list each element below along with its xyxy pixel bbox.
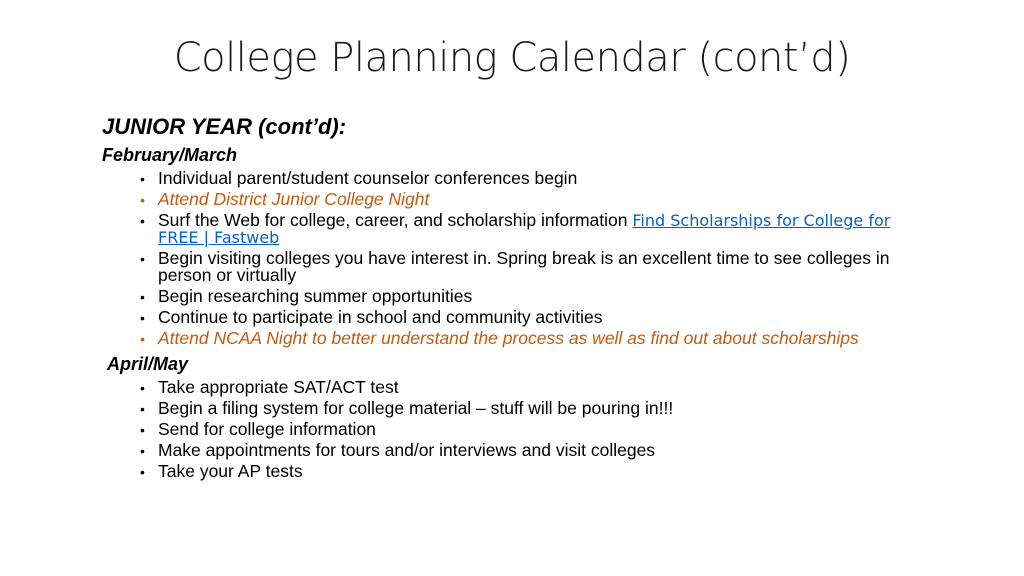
list-item-text: Begin a filing system for college material – stuff will be pouring in!!! <box>158 398 674 418</box>
section-heading: JUNIOR YEAR (cont’d): <box>102 114 347 139</box>
list-item-text: Send for college information <box>158 419 376 439</box>
list-item <box>140 170 932 187</box>
list-item-text: Attend District Junior College Night <box>158 189 430 209</box>
list-item <box>140 379 932 396</box>
list-item-text: Individual parent/student counselor conferences begin <box>158 168 578 188</box>
list-item-text: Make appointments for tours and/or interviews and visit colleges <box>158 440 656 460</box>
list-item <box>140 421 932 438</box>
bullet-icon: • <box>140 380 145 396</box>
list-item <box>140 250 932 284</box>
list-item-text: Take appropriate SAT/ACT test <box>158 377 399 397</box>
bullet-icon: • <box>140 171 145 187</box>
bullet-icon: • <box>140 192 145 208</box>
list-item <box>140 309 932 326</box>
bullet-icon: • <box>140 310 145 326</box>
list-item <box>140 212 932 246</box>
period-heading-feb-mar: February/March <box>102 145 238 165</box>
list-item <box>140 442 932 459</box>
slide-content <box>102 112 932 481</box>
bullet-icon: • <box>140 251 145 267</box>
list-item <box>140 191 932 208</box>
list-item-text: Attend NCAA Night to better understand the process as well as find out about scholarships <box>158 328 859 348</box>
apr-may-list <box>102 379 932 480</box>
bullet-icon: • <box>140 443 145 459</box>
period-heading-apr-may: April/May <box>107 354 189 374</box>
bullet-icon: • <box>140 331 145 347</box>
feb-mar-list <box>102 170 932 347</box>
bullet-icon: • <box>140 422 145 438</box>
list-item-text: Begin visiting colleges you have interest in. Spring break is an excellent time to see colleges in person or virtually <box>158 248 890 285</box>
list-item <box>140 400 932 417</box>
fastweb-link[interactable]: Find Scholarships for College for FREE | Fastweb <box>158 211 891 247</box>
bullet-icon: • <box>140 213 145 229</box>
list-item-text: Surf the Web for college, career, and scholarship information <box>158 210 633 230</box>
list-item-text: Take your AP tests <box>158 461 303 481</box>
list-item <box>140 330 932 347</box>
list-item-text: Begin researching summer opportunities <box>158 286 473 306</box>
bullet-icon: • <box>140 401 145 417</box>
bullet-icon: • <box>140 464 145 480</box>
list-item <box>140 288 932 305</box>
bullet-icon: • <box>140 289 145 305</box>
list-item <box>140 463 932 480</box>
slide-title: College Planning Calendar (cont’d) <box>173 35 851 81</box>
list-item-text: Continue to participate in school and community activities <box>158 307 603 327</box>
